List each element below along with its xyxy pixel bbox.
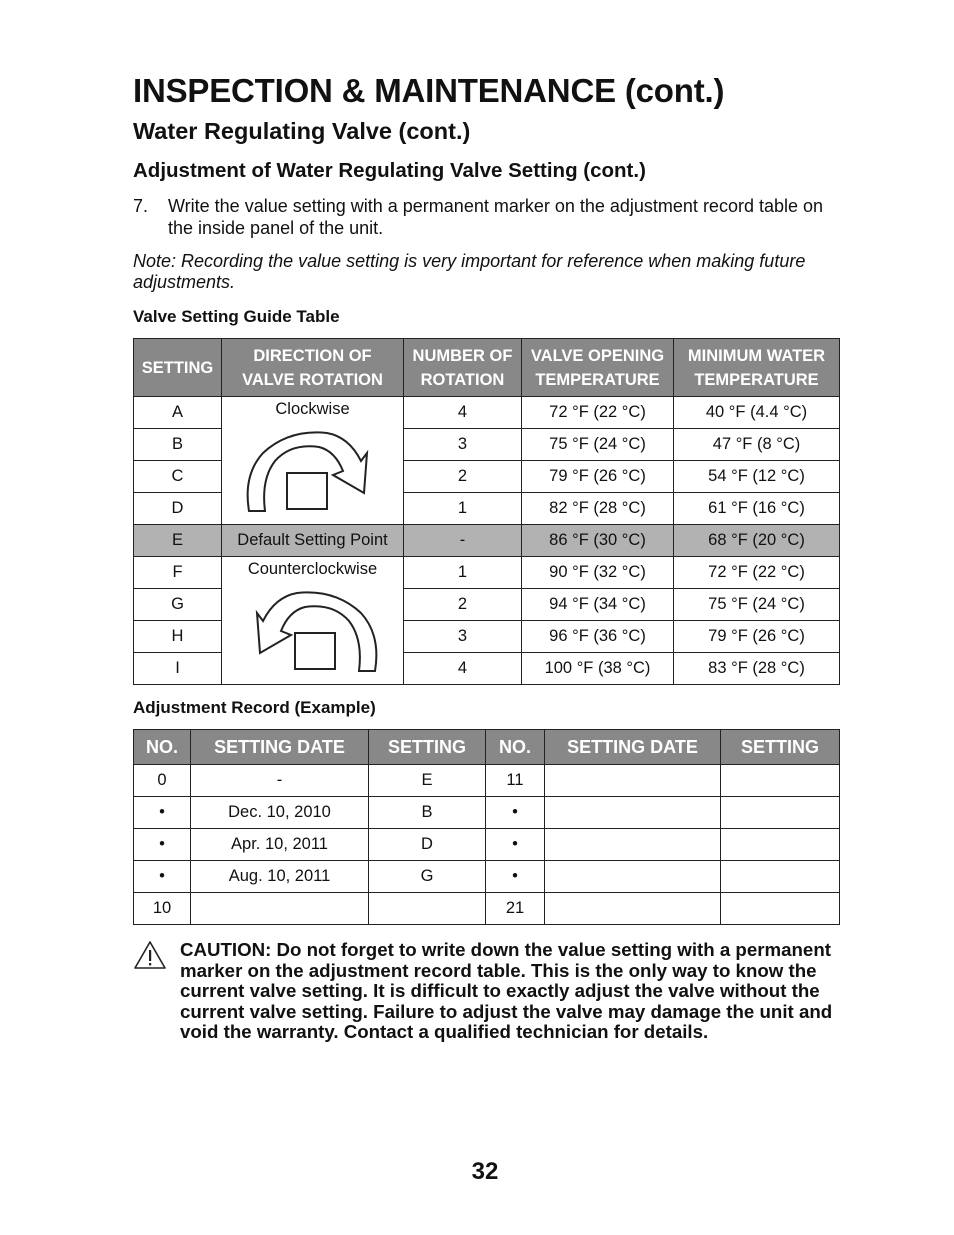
cell-no: • [486,797,545,829]
counterclockwise-rotation-icon [237,583,387,683]
cell-setting-date: Aug. 10, 2011 [191,861,369,893]
cell-minimum: 72 °F (22 °C) [674,557,840,589]
cell-number: 3 [404,621,522,653]
cell-setting [369,893,486,925]
cell-number: 4 [404,397,522,429]
table-row [134,765,840,797]
cell-minimum: 47 °F (8 °C) [674,429,840,461]
cell-opening: 82 °F (28 °C) [522,493,674,525]
header-direction-line2: VALVE ROTATION [242,370,383,389]
header-direction [222,339,404,397]
section-subtitle: Water Regulating Valve (cont.) [133,118,471,144]
cell-no: 10 [134,893,191,925]
cell-opening: 90 °F (32 °C) [522,557,674,589]
warning-triangle-icon [133,940,167,970]
header-setting: SETTING [369,730,486,765]
cell-opening: 96 °F (36 °C) [522,621,674,653]
cell-minimum: 61 °F (16 °C) [674,493,840,525]
clockwise-cell [222,397,404,525]
cell-setting-date [545,893,721,925]
cell-number: 1 [404,493,522,525]
cell-setting: G [369,861,486,893]
cell-number: - [404,525,522,557]
header-minimum-line1: MINIMUM WATER [687,346,826,365]
cell-no: • [134,861,191,893]
step-item [133,195,823,239]
cell-number: 3 [404,429,522,461]
cell-opening: 100 °F (38 °C) [522,653,674,685]
cell-setting [721,797,840,829]
cell-number: 1 [404,557,522,589]
header-setting: SETTING [721,730,840,765]
cell-setting: E [369,765,486,797]
cell-setting [721,861,840,893]
cell-opening: 79 °F (26 °C) [522,461,674,493]
cell-setting-date [545,765,721,797]
cell-minimum: 68 °F (20 °C) [674,525,840,557]
cell-no: • [134,797,191,829]
cell-no: • [134,829,191,861]
default-setting-label: Default Setting Point [222,525,404,557]
note-text: Note: Recording the value setting is very important for reference when making future adjustments. [133,251,806,292]
page-number: 32 [471,1158,499,1185]
header-opening-line2: TEMPERATURE [535,370,660,389]
record-header-row [134,730,840,765]
guide-header-row [134,339,840,397]
cell-minimum: 75 °F (24 °C) [674,589,840,621]
cell-setting: D [369,829,486,861]
cell-number: 2 [404,461,522,493]
counterclockwise-label: Counterclockwise [247,560,378,578]
cell-setting: D [134,493,222,525]
header-setting-date: SETTING DATE [545,730,721,765]
cell-minimum: 54 °F (12 °C) [674,461,840,493]
cell-setting: G [134,589,222,621]
cell-setting [721,829,840,861]
page-title: INSPECTION & MAINTENANCE (cont.) [133,72,725,109]
caution-text: CAUTION: Do not forget to write down the value setting with a permanent marker on the adjustment record table. This is the only way to know the current valve setting. It is difficult to exactly adjust the valve without the current valve setting. Failure to adjust the valve may damage the unit and void the warranty. Contact a qualified technician for details. [180,939,833,1043]
cell-setting: A [134,397,222,429]
table-row [134,893,840,925]
guide-table-caption: Valve Setting Guide Table [133,307,340,326]
header-number [404,339,522,397]
record-table-caption: Adjustment Record (Example) [133,698,376,717]
cell-opening: 72 °F (22 °C) [522,397,674,429]
header-opening-line1: VALVE OPENING [530,346,665,365]
cell-setting [721,765,840,797]
cell-no: 11 [486,765,545,797]
table-row [134,797,840,829]
default-setting-row [134,525,840,557]
cell-setting-date [545,829,721,861]
header-minimum-line2: TEMPERATURE [694,370,819,389]
cell-no: 0 [134,765,191,797]
header-number-line1: NUMBER OF [412,346,513,365]
header-no: NO. [134,730,191,765]
cell-number: 2 [404,589,522,621]
valve-setting-guide-table [133,338,840,685]
cell-minimum: 83 °F (28 °C) [674,653,840,685]
adjustment-record-table [133,729,840,925]
cell-setting: C [134,461,222,493]
counterclockwise-cell [222,557,404,685]
header-direction-line1: DIRECTION OF [253,346,372,365]
clockwise-rotation-icon [237,423,387,523]
cell-setting: B [369,797,486,829]
cell-setting-date: Dec. 10, 2010 [191,797,369,829]
cell-setting: H [134,621,222,653]
step-text: Write the value setting with a permanent marker on the adjustment record table on the inside panel of the unit. [168,196,824,238]
cell-no: • [486,829,545,861]
table-row [134,829,840,861]
cell-opening: 86 °F (30 °C) [522,525,674,557]
header-no: NO. [486,730,545,765]
header-setting: SETTING [134,339,222,397]
header-setting-date: SETTING DATE [191,730,369,765]
cell-setting: B [134,429,222,461]
cell-opening: 75 °F (24 °C) [522,429,674,461]
cell-setting-date: Apr. 10, 2011 [191,829,369,861]
cell-setting: I [134,653,222,685]
cell-no: • [486,861,545,893]
header-opening [522,339,674,397]
cell-setting: F [134,557,222,589]
step-number: 7. [133,196,149,216]
cell-minimum: 79 °F (26 °C) [674,621,840,653]
cell-no: 21 [486,893,545,925]
header-minimum [674,339,840,397]
cell-opening: 94 °F (34 °C) [522,589,674,621]
cell-setting-date [545,797,721,829]
clockwise-label: Clockwise [275,400,350,418]
cell-setting-date [191,893,369,925]
cell-setting [721,893,840,925]
cell-minimum: 40 °F (4.4 °C) [674,397,840,429]
cell-setting-date: - [191,765,369,797]
subsection-heading: Adjustment of Water Regulating Valve Setting (cont.) [133,159,646,182]
header-number-line2: ROTATION [420,370,505,389]
cell-setting-date [545,861,721,893]
table-row [134,397,840,429]
cell-setting: E [134,525,222,557]
table-row [134,861,840,893]
cell-number: 4 [404,653,522,685]
table-row [134,557,840,589]
